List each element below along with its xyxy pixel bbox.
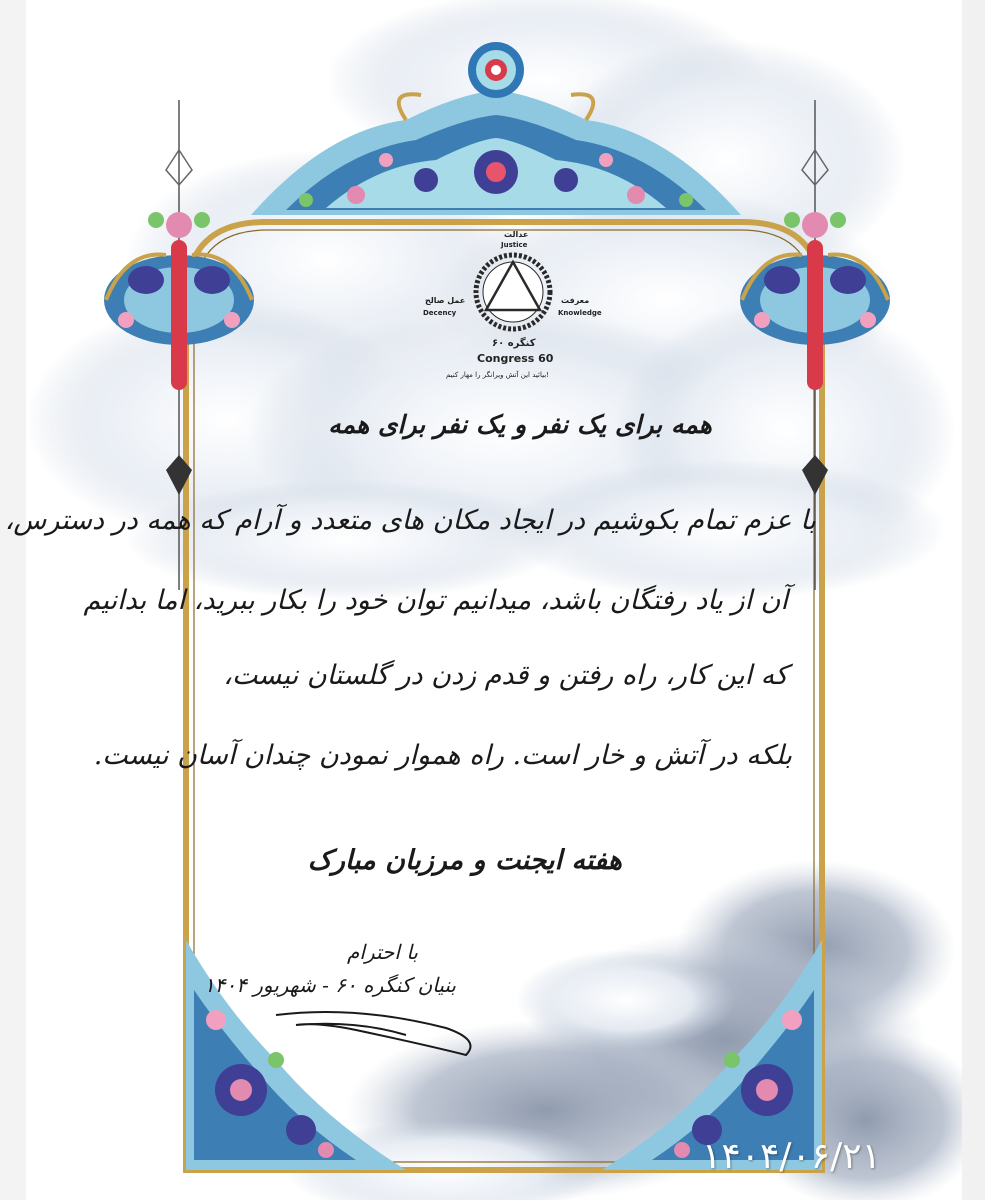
closing-line: با احترام	[347, 940, 418, 964]
logo-congress-fa: کنگره ۶۰	[492, 338, 536, 349]
document-title: همه برای یک نفر و یک نفر برای همه	[328, 410, 712, 439]
body-line-4: بلکه در آتش و خار است. راه هموار نمودن چندان آسان نیست.	[93, 740, 792, 771]
logo-decency-fa: عمل صالح	[425, 296, 466, 305]
body-line-1: با عزم تمام بکوشیم در ایجاد مکان های متعدد و آرام که همه در دسترس،	[4, 505, 816, 536]
photo-date-stamp: ۱۴۰۴/۰۶/۲۱	[702, 1136, 881, 1177]
handwritten-signature	[276, 1012, 471, 1055]
logo-slogan: بیائید این آتش ویرانگر را مهار کنیم!	[446, 371, 549, 379]
certificate-page	[4, 0, 962, 1200]
body-line-3: که این کار، راه رفتن و قدم زدن در گلستان نیست،	[223, 660, 788, 691]
signature-line: بنیان کنگره ۶۰ - شهریور ۱۴۰۴	[203, 973, 456, 997]
logo-decency-en: Decency	[423, 309, 457, 317]
body-line-2: آن از یاد رفتگان باشد، میدانیم توان خود را بکار ببرید، اما بدانیم	[83, 585, 788, 616]
logo-knowledge-en: Knowledge	[558, 309, 602, 317]
logo-congress-en: Congress 60	[477, 352, 554, 365]
logo-justice-fa: عدالت	[504, 230, 529, 239]
logo-justice-en: Justice	[501, 241, 528, 249]
logo-knowledge-fa: معرفت	[561, 296, 590, 305]
congress60-emblem	[476, 255, 550, 329]
page-edge	[962, 0, 985, 1200]
top-crest-ornament	[251, 42, 741, 215]
greeting-line: هفته ایجنت و مرزبان مبارک	[307, 845, 622, 876]
